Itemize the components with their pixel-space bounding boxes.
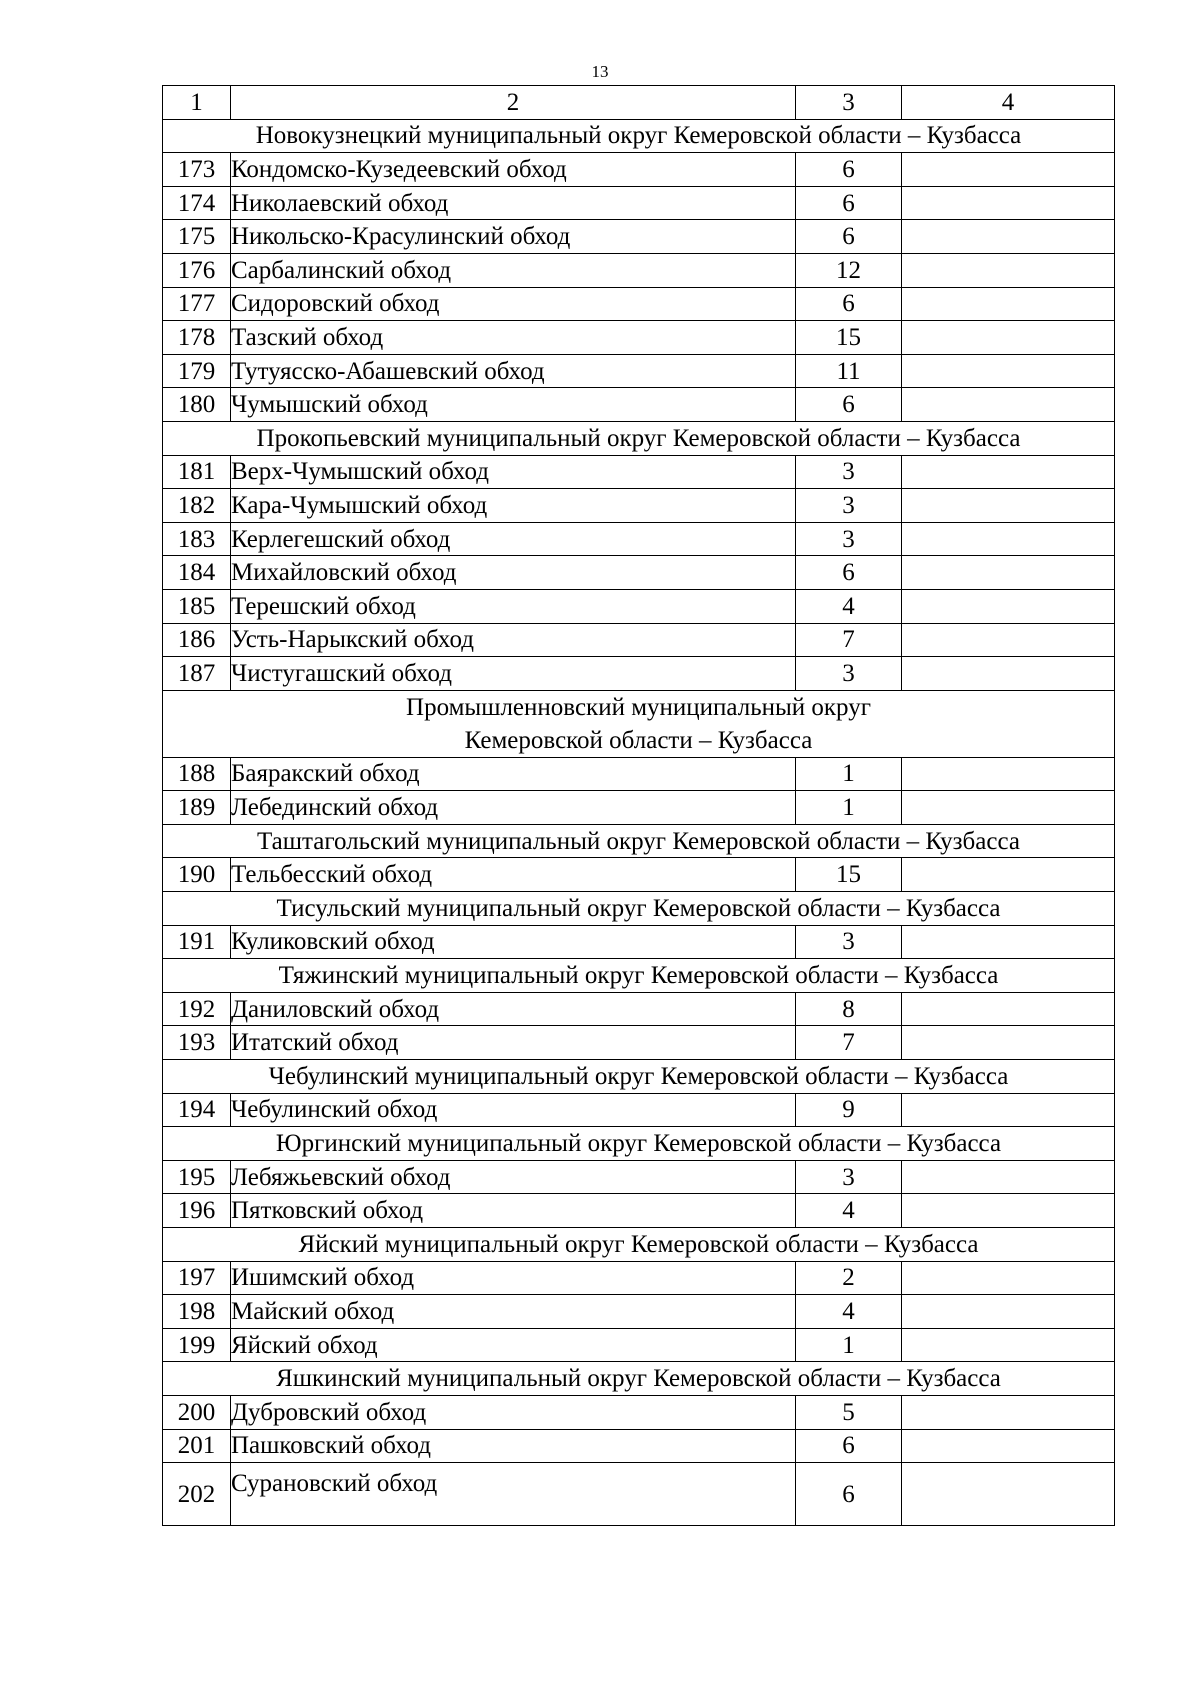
table-row (163, 657, 1115, 691)
row-number: 186 (163, 623, 231, 657)
column-number-1: 1 (163, 86, 231, 120)
district-note (902, 1328, 1115, 1362)
district-note (902, 858, 1115, 892)
district-count: 6 (796, 287, 902, 321)
region-title: Тисульский муниципальный округ Кемеровской области – Кузбасса (163, 892, 1115, 926)
row-number: 176 (163, 253, 231, 287)
district-note (902, 992, 1115, 1026)
region-title: Новокузнецкий муниципальный округ Кемеровской области – Кузбасса (163, 119, 1115, 153)
table-row (163, 858, 1115, 892)
district-count: 6 (796, 153, 902, 187)
district-note (902, 455, 1115, 489)
district-name: Сидоровский обход (231, 287, 796, 321)
district-name: Чистугашский обход (231, 657, 796, 691)
row-number: 175 (163, 220, 231, 254)
district-note (902, 522, 1115, 556)
district-count: 4 (796, 589, 902, 623)
column-number-4: 4 (902, 86, 1115, 120)
table-row (163, 1429, 1115, 1463)
district-name: Чебулинский обход (231, 1093, 796, 1127)
district-count: 4 (796, 1295, 902, 1329)
column-number-3: 3 (796, 86, 902, 120)
region-title-line-1: Промышленновский муниципальный округ (406, 693, 871, 721)
district-count: 6 (796, 220, 902, 254)
row-number: 193 (163, 1026, 231, 1060)
district-count: 1 (796, 1328, 902, 1362)
region-header-row (163, 421, 1115, 455)
district-note (902, 1194, 1115, 1228)
table-row (163, 1160, 1115, 1194)
region-title: Яшкинский муниципальный округ Кемеровской области – Кузбасса (163, 1362, 1115, 1396)
district-name: Тельбесский обход (231, 858, 796, 892)
region-title: Юргинский муниципальный округ Кемеровской области – Кузбасса (163, 1127, 1115, 1161)
district-count: 7 (796, 1026, 902, 1060)
district-count: 6 (796, 1463, 902, 1526)
district-note (902, 220, 1115, 254)
table-row (163, 522, 1115, 556)
table-row (163, 992, 1115, 1026)
district-count: 7 (796, 623, 902, 657)
row-number: 184 (163, 556, 231, 590)
district-note (902, 1395, 1115, 1429)
district-note (902, 1160, 1115, 1194)
district-name: Яйский обход (231, 1328, 796, 1362)
district-note (902, 623, 1115, 657)
district-note (902, 1429, 1115, 1463)
column-number-row (163, 86, 1115, 120)
district-count: 2 (796, 1261, 902, 1295)
district-name: Сурановский обход (231, 1463, 796, 1526)
table-row (163, 1093, 1115, 1127)
district-count: 5 (796, 1395, 902, 1429)
table-row (163, 354, 1115, 388)
region-title: Таштагольский муниципальный округ Кемеровской области – Кузбасса (163, 824, 1115, 858)
region-header-row (163, 690, 1115, 757)
table-row (163, 1026, 1115, 1060)
district-count: 1 (796, 757, 902, 791)
district-name: Итатский обход (231, 1026, 796, 1060)
table-row (163, 455, 1115, 489)
district-count: 3 (796, 522, 902, 556)
district-name: Усть-Нарыкский обход (231, 623, 796, 657)
region-title-line-2: Кемеровской области – Кузбасса (464, 726, 813, 754)
district-name: Лебединский обход (231, 791, 796, 825)
row-number: 179 (163, 354, 231, 388)
region-header-row (163, 1228, 1115, 1262)
row-number: 194 (163, 1093, 231, 1127)
table-row (163, 791, 1115, 825)
row-number: 181 (163, 455, 231, 489)
district-count: 6 (796, 186, 902, 220)
district-name: Керлегешский обход (231, 522, 796, 556)
region-header-row (163, 824, 1115, 858)
table-row (163, 757, 1115, 791)
row-number: 189 (163, 791, 231, 825)
district-name: Тазский обход (231, 321, 796, 355)
row-number: 198 (163, 1295, 231, 1329)
district-name: Лебяжьевский обход (231, 1160, 796, 1194)
district-note (902, 153, 1115, 187)
district-note (902, 757, 1115, 791)
row-number: 180 (163, 388, 231, 422)
district-count: 1 (796, 791, 902, 825)
district-name: Ишимский обход (231, 1261, 796, 1295)
district-note (902, 1026, 1115, 1060)
table-row (163, 1194, 1115, 1228)
row-number: 192 (163, 992, 231, 1026)
row-number: 195 (163, 1160, 231, 1194)
region-header-row (163, 1127, 1115, 1161)
row-number: 187 (163, 657, 231, 691)
district-note (902, 657, 1115, 691)
district-count: 12 (796, 253, 902, 287)
district-name: Пятковский обход (231, 1194, 796, 1228)
district-name: Терешский обход (231, 589, 796, 623)
row-number: 197 (163, 1261, 231, 1295)
district-name: Михайловский обход (231, 556, 796, 590)
table-row (163, 186, 1115, 220)
district-count: 3 (796, 455, 902, 489)
column-number-2: 2 (231, 86, 796, 120)
district-name: Кондомско-Кузедеевский обход (231, 153, 796, 187)
table-row (163, 220, 1115, 254)
district-note (902, 925, 1115, 959)
district-name: Тутуясско-Абашевский обход (231, 354, 796, 388)
row-number: 185 (163, 589, 231, 623)
region-title: Яйский муниципальный округ Кемеровской области – Кузбасса (163, 1228, 1115, 1262)
district-count: 3 (796, 657, 902, 691)
table-row (163, 1463, 1115, 1526)
district-name: Пашковский обход (231, 1429, 796, 1463)
district-note (902, 321, 1115, 355)
district-count: 15 (796, 858, 902, 892)
district-count: 3 (796, 1160, 902, 1194)
row-number: 200 (163, 1395, 231, 1429)
district-count: 11 (796, 354, 902, 388)
district-note (902, 791, 1115, 825)
table-row (163, 287, 1115, 321)
district-note (902, 287, 1115, 321)
district-count: 15 (796, 321, 902, 355)
district-name: Майский обход (231, 1295, 796, 1329)
district-count: 6 (796, 556, 902, 590)
district-name: Николаевский обход (231, 186, 796, 220)
table-row (163, 1395, 1115, 1429)
region-header-row (163, 1060, 1115, 1094)
region-header-row (163, 892, 1115, 926)
region-title: Прокопьевский муниципальный округ Кемеровской области – Кузбасса (163, 421, 1115, 455)
table-row (163, 388, 1115, 422)
region-title: Тяжинский муниципальный округ Кемеровской области – Кузбасса (163, 959, 1115, 993)
row-number: 182 (163, 489, 231, 523)
district-note (902, 1463, 1115, 1526)
district-name: Кара-Чумышский обход (231, 489, 796, 523)
district-name: Дубровский обход (231, 1395, 796, 1429)
row-number: 202 (163, 1463, 231, 1526)
district-name: Верх-Чумышский обход (231, 455, 796, 489)
table-row (163, 623, 1115, 657)
region-title: Чебулинский муниципальный округ Кемеровской области – Кузбасса (163, 1060, 1115, 1094)
district-name: Никольско-Красулинский обход (231, 220, 796, 254)
row-number: 201 (163, 1429, 231, 1463)
row-number: 183 (163, 522, 231, 556)
district-count: 3 (796, 489, 902, 523)
table-row (163, 321, 1115, 355)
district-count: 6 (796, 1429, 902, 1463)
district-name: Даниловский обход (231, 992, 796, 1026)
district-note (902, 388, 1115, 422)
table-row (163, 925, 1115, 959)
row-number: 174 (163, 186, 231, 220)
district-note (902, 489, 1115, 523)
district-count: 9 (796, 1093, 902, 1127)
row-number: 178 (163, 321, 231, 355)
table-row (163, 556, 1115, 590)
page-number: 13 (591, 62, 609, 81)
row-number: 191 (163, 925, 231, 959)
table-row (163, 1328, 1115, 1362)
table-row (163, 153, 1115, 187)
district-count: 8 (796, 992, 902, 1026)
region-title (163, 690, 1115, 757)
district-note (902, 1261, 1115, 1295)
row-number: 188 (163, 757, 231, 791)
district-name: Баяракский обход (231, 757, 796, 791)
region-header-row (163, 1362, 1115, 1396)
row-number: 177 (163, 287, 231, 321)
region-header-row (163, 959, 1115, 993)
district-note (902, 253, 1115, 287)
district-count: 6 (796, 388, 902, 422)
district-name: Чумышский обход (231, 388, 796, 422)
district-note (902, 1093, 1115, 1127)
district-note (902, 589, 1115, 623)
district-note (902, 354, 1115, 388)
row-number: 199 (163, 1328, 231, 1362)
district-note (902, 186, 1115, 220)
district-note (902, 1295, 1115, 1329)
forestry-districts-table (162, 85, 1115, 1526)
region-header-row (163, 119, 1115, 153)
row-number: 196 (163, 1194, 231, 1228)
table-row (163, 589, 1115, 623)
district-name: Сарбалинский обход (231, 253, 796, 287)
district-count: 4 (796, 1194, 902, 1228)
district-note (902, 556, 1115, 590)
table-row (163, 1261, 1115, 1295)
district-name: Куликовский обход (231, 925, 796, 959)
table-row (163, 253, 1115, 287)
row-number: 173 (163, 153, 231, 187)
row-number: 190 (163, 858, 231, 892)
table-row (163, 489, 1115, 523)
table-row (163, 1295, 1115, 1329)
district-count: 3 (796, 925, 902, 959)
